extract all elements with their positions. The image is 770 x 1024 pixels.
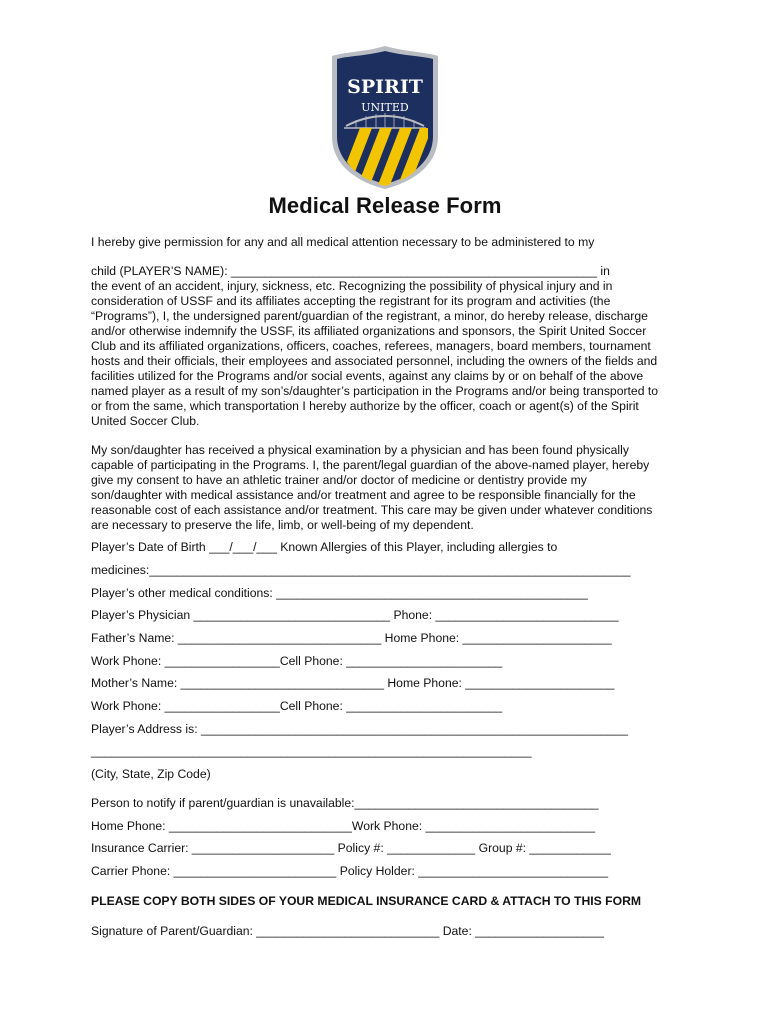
city-state-zip-label: (City, State, Zip Code) — [91, 767, 211, 781]
dob-allergies-field[interactable]: Player’s Date of Birth ___/___/___ Known Allergies of this Player, including allergies to — [91, 540, 558, 554]
release-line: facilities utilized for the Programs and/or social events, against any claims by or on behalf of the above — [91, 369, 644, 383]
notify-phones-field[interactable]: Home Phone: ___________________________Work Phone: _________________________ — [91, 819, 595, 833]
father-work-cell-field[interactable]: Work Phone: _________________Cell Phone: _______________________ — [91, 654, 503, 668]
notify-person-field[interactable]: Person to notify if parent/guardian is unavailable:____________________________________ — [91, 796, 599, 810]
release-line: consideration of USSF and its affiliates accepting the registrant for its program and activities (the — [91, 294, 611, 308]
insurance-field[interactable]: Insurance Carrier: _____________________ Policy #: _____________ Group #: ____________ — [91, 841, 611, 855]
consent-line: give my consent to have an athletic trainer and/or doctor of medicine or dentistry provide my — [91, 473, 587, 487]
mother-work-cell-field[interactable]: Work Phone: _________________Cell Phone: _______________________ — [91, 699, 503, 713]
intro-text: I hereby give permission for any and all medical attention necessary to be administered to my — [91, 235, 595, 249]
release-line: the event of an accident, injury, sickness, etc. Recognizing the possibility of physical injury and in — [91, 279, 613, 293]
release-line: Club and its affiliated organizations, officers, coaches, referees, managers, board members, tournament — [91, 339, 651, 353]
father-name-field[interactable]: Father’s Name: ______________________________ Home Phone: ______________________ — [91, 631, 612, 645]
release-line: named player as a result of my son’s/daughter’s participation in the Programs and/or being transported to — [91, 384, 659, 398]
address-line2-field[interactable]: _________________________________________________________________ — [91, 744, 532, 758]
release-line: and/or otherwise indemnify the USSF, its affiliated organizations and sponsors, the Spirit United Soccer — [91, 324, 647, 338]
consent-line: capable of participating in the Programs. I, the parent/legal guardian of the above-named player, hereby — [91, 458, 650, 472]
carrier-phone-field[interactable]: Carrier Phone: ________________________ Policy Holder: ____________________________ — [91, 864, 609, 878]
mother-name-field[interactable]: Mother’s Name: ______________________________ Home Phone: ______________________ — [91, 676, 615, 690]
release-line: or from the same, which transportation I hereby authorize by the officer, coach or agent(s) of the Spirit — [91, 399, 639, 413]
consent-line: son/daughter with medical assistance and/or treatment and agree to be responsible financially for the — [91, 488, 636, 502]
signature-date-field[interactable]: Signature of Parent/Guardian: ___________________________ Date: ___________________ — [91, 924, 605, 938]
spirit-united-crest-logo — [328, 44, 442, 190]
consent-paragraph — [91, 443, 691, 533]
release-line: hosts and their officials, their employees and associated personnel, including the owners of the fields and — [91, 354, 658, 368]
logo-spirit-text: SPIRIT — [347, 76, 423, 98]
address-field[interactable]: Player’s Address is: _______________________________________________________________ — [91, 722, 628, 736]
consent-line: are necessary to preserve the life, limb, or well-being of my dependent. — [91, 518, 474, 532]
other-conditions-field[interactable]: Player’s other medical conditions: ______________________________________________ — [91, 586, 588, 600]
release-line: United Soccer Club. — [91, 414, 200, 428]
consent-line: My son/daughter has received a physical examination by a physician and has been found physically — [91, 443, 629, 457]
consent-line: reasonable cost of each assistance and/or treatment. This care may be given under whatever conditions — [91, 503, 653, 517]
release-line[interactable]: child (PLAYER’S NAME): ______________________________________________________ in — [91, 264, 610, 278]
copy-card-notice: PLEASE COPY BOTH SIDES OF YOUR MEDICAL INSURANCE CARD & ATTACH TO THIS FORM — [91, 894, 642, 908]
release-paragraph — [91, 264, 691, 429]
release-line: “Programs”), I, the undersigned parent/guardian of the registrant, a minor, do hereby release, discharge — [91, 309, 648, 323]
form-title: Medical Release Form — [268, 193, 502, 218]
medicines-field[interactable]: medicines:_______________________________________________________________________ — [91, 563, 631, 577]
logo-united-text: UNITED — [361, 101, 409, 114]
physician-field[interactable]: Player’s Physician _____________________________ Phone: ___________________________ — [91, 608, 619, 622]
